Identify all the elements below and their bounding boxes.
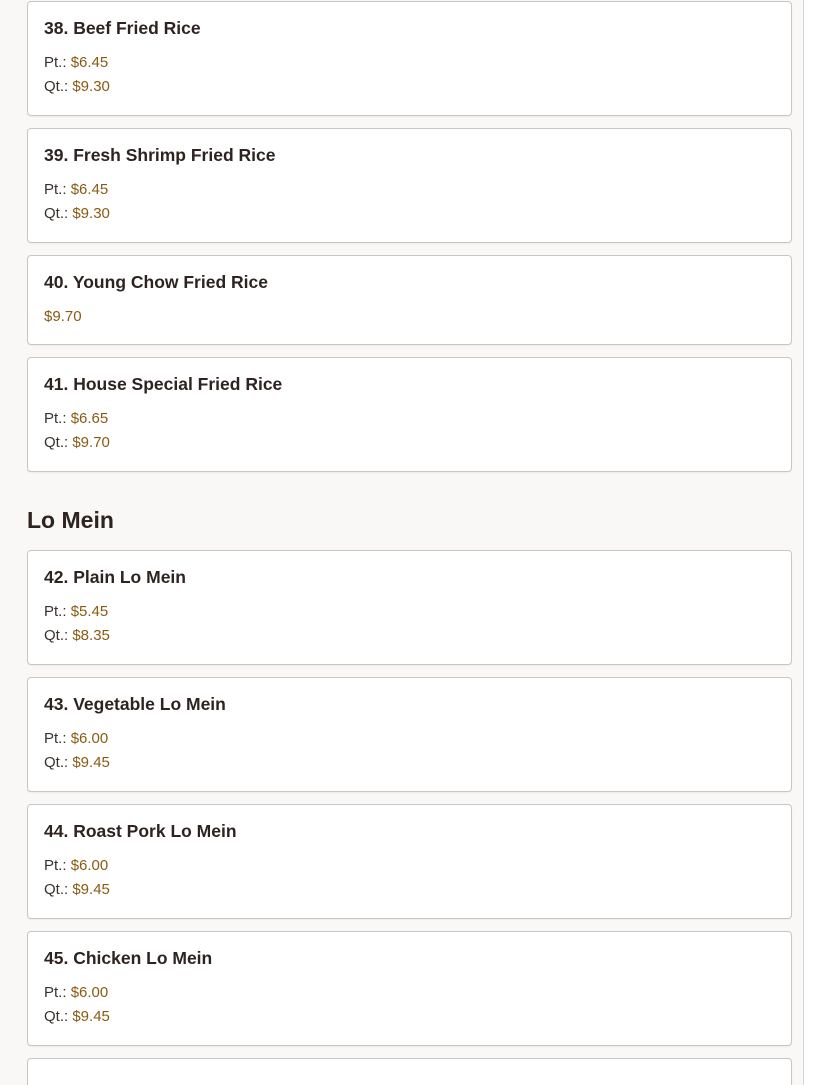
menu-section-lo-mein [27,505,792,1085]
price-value: $9.70 [44,308,82,325]
price-label: Pt.: [44,603,67,620]
menu-item-name: 42. Plain Lo Mein [44,567,186,587]
menu-section-fried-rice [27,1,792,472]
price-label: Pt.: [44,857,67,874]
menu-item-card[interactable] [27,804,792,919]
menu-item-name: 43. Vegetable Lo Mein [44,694,226,714]
price-label: Pt.: [44,410,67,427]
price-label: Qt.: [44,434,69,451]
menu-item-card[interactable] [27,1,792,116]
price-line-pint [44,727,775,751]
price-value: $6.00 [70,984,109,1001]
price-value: $9.45 [72,754,110,771]
price-label: Pt.: [44,730,67,747]
price-value: $9.30 [72,78,110,95]
price-line-quart [44,624,775,648]
price-line-quart [44,878,775,902]
price-line-pint [44,600,775,624]
price-label: Qt.: [44,754,69,771]
price-line-quart [44,431,775,455]
price-line-pint [44,854,775,878]
price-label: Qt.: [44,78,69,95]
section-title: Lo Mein [27,507,114,533]
price-line-pint [44,407,775,431]
price-value: $8.35 [72,627,110,644]
price-value: $9.45 [72,1008,110,1025]
price-label: Pt.: [44,54,67,71]
menu-item-card[interactable] [27,255,792,345]
price-line-pint [44,981,775,1005]
price-label: Pt.: [44,984,67,1001]
price-value: $9.45 [72,881,110,898]
price-value: $6.00 [70,730,109,747]
menu-item-name: 38. Beef Fried Rice [44,18,201,38]
menu-item-name: 41. House Special Fried Rice [44,374,283,394]
menu-item-card[interactable] [27,677,792,792]
menu-item-card[interactable] [27,357,792,472]
price-value: $9.70 [72,434,110,451]
price-line-quart [44,75,775,99]
menu-item-name: 40. Young Chow Fried Rice [44,272,268,292]
price-line-quart [44,202,775,226]
price-value: $9.30 [72,205,110,222]
price-label: Qt.: [44,881,69,898]
price-value: $6.00 [70,857,109,874]
menu-item-card[interactable] [27,128,792,243]
menu-item-name: 44. Roast Pork Lo Mein [44,821,237,841]
price-label: Qt.: [44,627,69,644]
price-value: $6.65 [70,410,109,427]
menu-content [27,1,792,1085]
price-line-pint [44,178,775,202]
price-value: $6.45 [70,181,109,198]
price-line-single [44,305,775,329]
price-label: Pt.: [44,181,67,198]
price-line-pint [44,51,775,75]
price-value: $6.45 [70,54,109,71]
price-label: Qt.: [44,205,69,222]
price-value: $5.45 [70,603,109,620]
menu-item-card-partial[interactable] [27,1058,792,1085]
price-line-quart [44,751,775,775]
menu-item-card[interactable] [27,931,792,1046]
menu-item-name: 39. Fresh Shrimp Fried Rice [44,145,276,165]
menu-item-card[interactable] [27,550,792,665]
price-label: Qt.: [44,1008,69,1025]
scrollbar-track[interactable] [804,0,824,1085]
menu-item-name: 45. Chicken Lo Mein [44,948,213,968]
price-line-quart [44,1005,775,1029]
